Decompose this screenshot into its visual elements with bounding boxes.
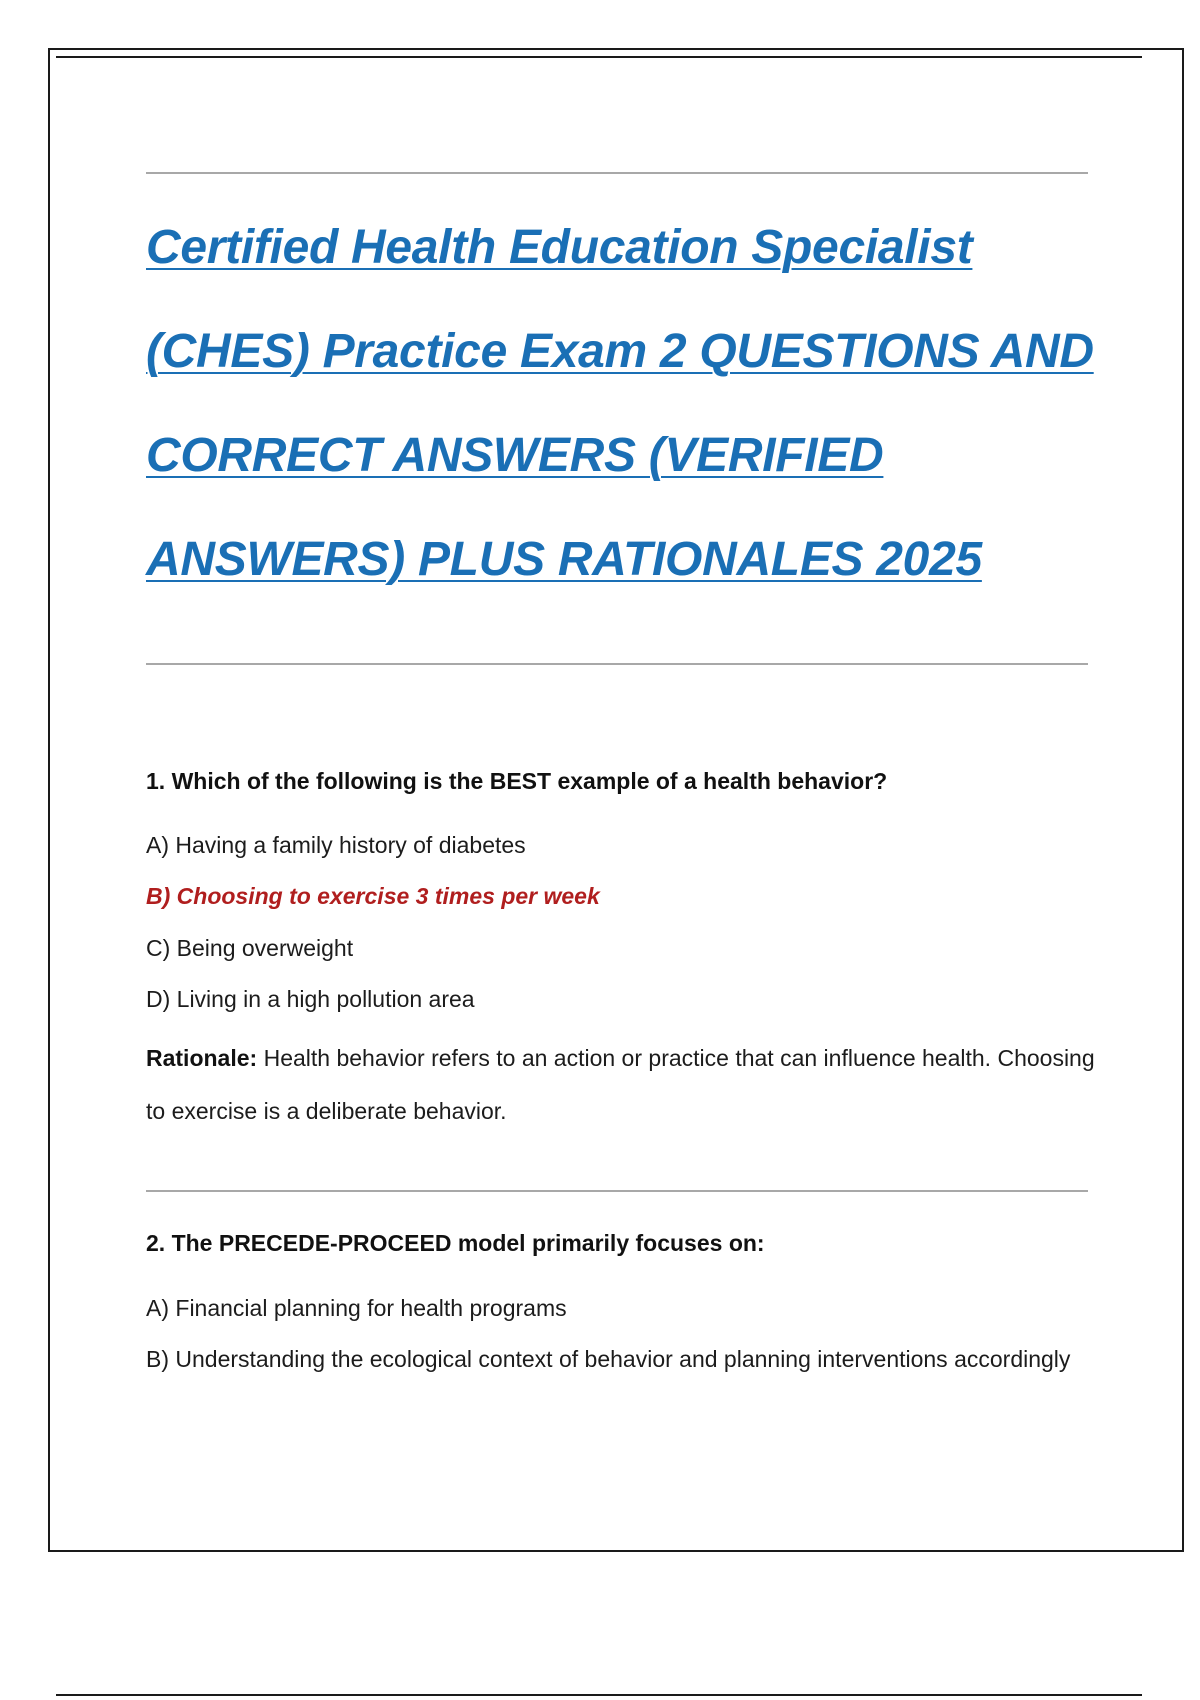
divider-after-title (146, 663, 1088, 665)
rationale-text: Health behavior refers to an action or practice that can influence health. Choosing to exercise is a deliberate behavior. (146, 1045, 1095, 1124)
page-top-rule (56, 56, 1142, 58)
answer-option-b: B) Understanding the ecological context of behavior and planning interventions accordingly (146, 1346, 1071, 1372)
title-line-4: ANSWERS) PLUS RATIONALES 2025 (146, 533, 982, 586)
question-text: 2. The PRECEDE-PROCEED model primarily focuses on: (146, 1230, 765, 1256)
answer-option-b-correct: B) Choosing to exercise 3 times per week (146, 883, 600, 909)
rationale-label: Rationale: (146, 1045, 258, 1071)
divider-between-questions (146, 1190, 1088, 1192)
title-line-1: Certified Health Education Specialist (146, 221, 973, 274)
answer-option-a: A) Having a family history of diabetes (146, 832, 526, 858)
title-line-3: CORRECT ANSWERS (VERIFIED (146, 429, 884, 482)
rationale (146, 1032, 1096, 1138)
answer-option-c: C) Being overweight (146, 935, 354, 961)
question-1 (146, 766, 1096, 1138)
answer-option-d: D) Living in a high pollution area (146, 986, 475, 1012)
document-title (146, 196, 1106, 612)
page-bottom-rule (56, 1694, 1142, 1696)
divider-top (146, 172, 1088, 174)
answer-option-a: A) Financial planning for health programs (146, 1295, 567, 1321)
question-text: 1. Which of the following is the BEST example of a health behavior? (146, 768, 888, 794)
title-line-2: (CHES) Practice Exam 2 QUESTIONS AND (146, 325, 1094, 378)
question-2 (146, 1228, 1096, 1385)
